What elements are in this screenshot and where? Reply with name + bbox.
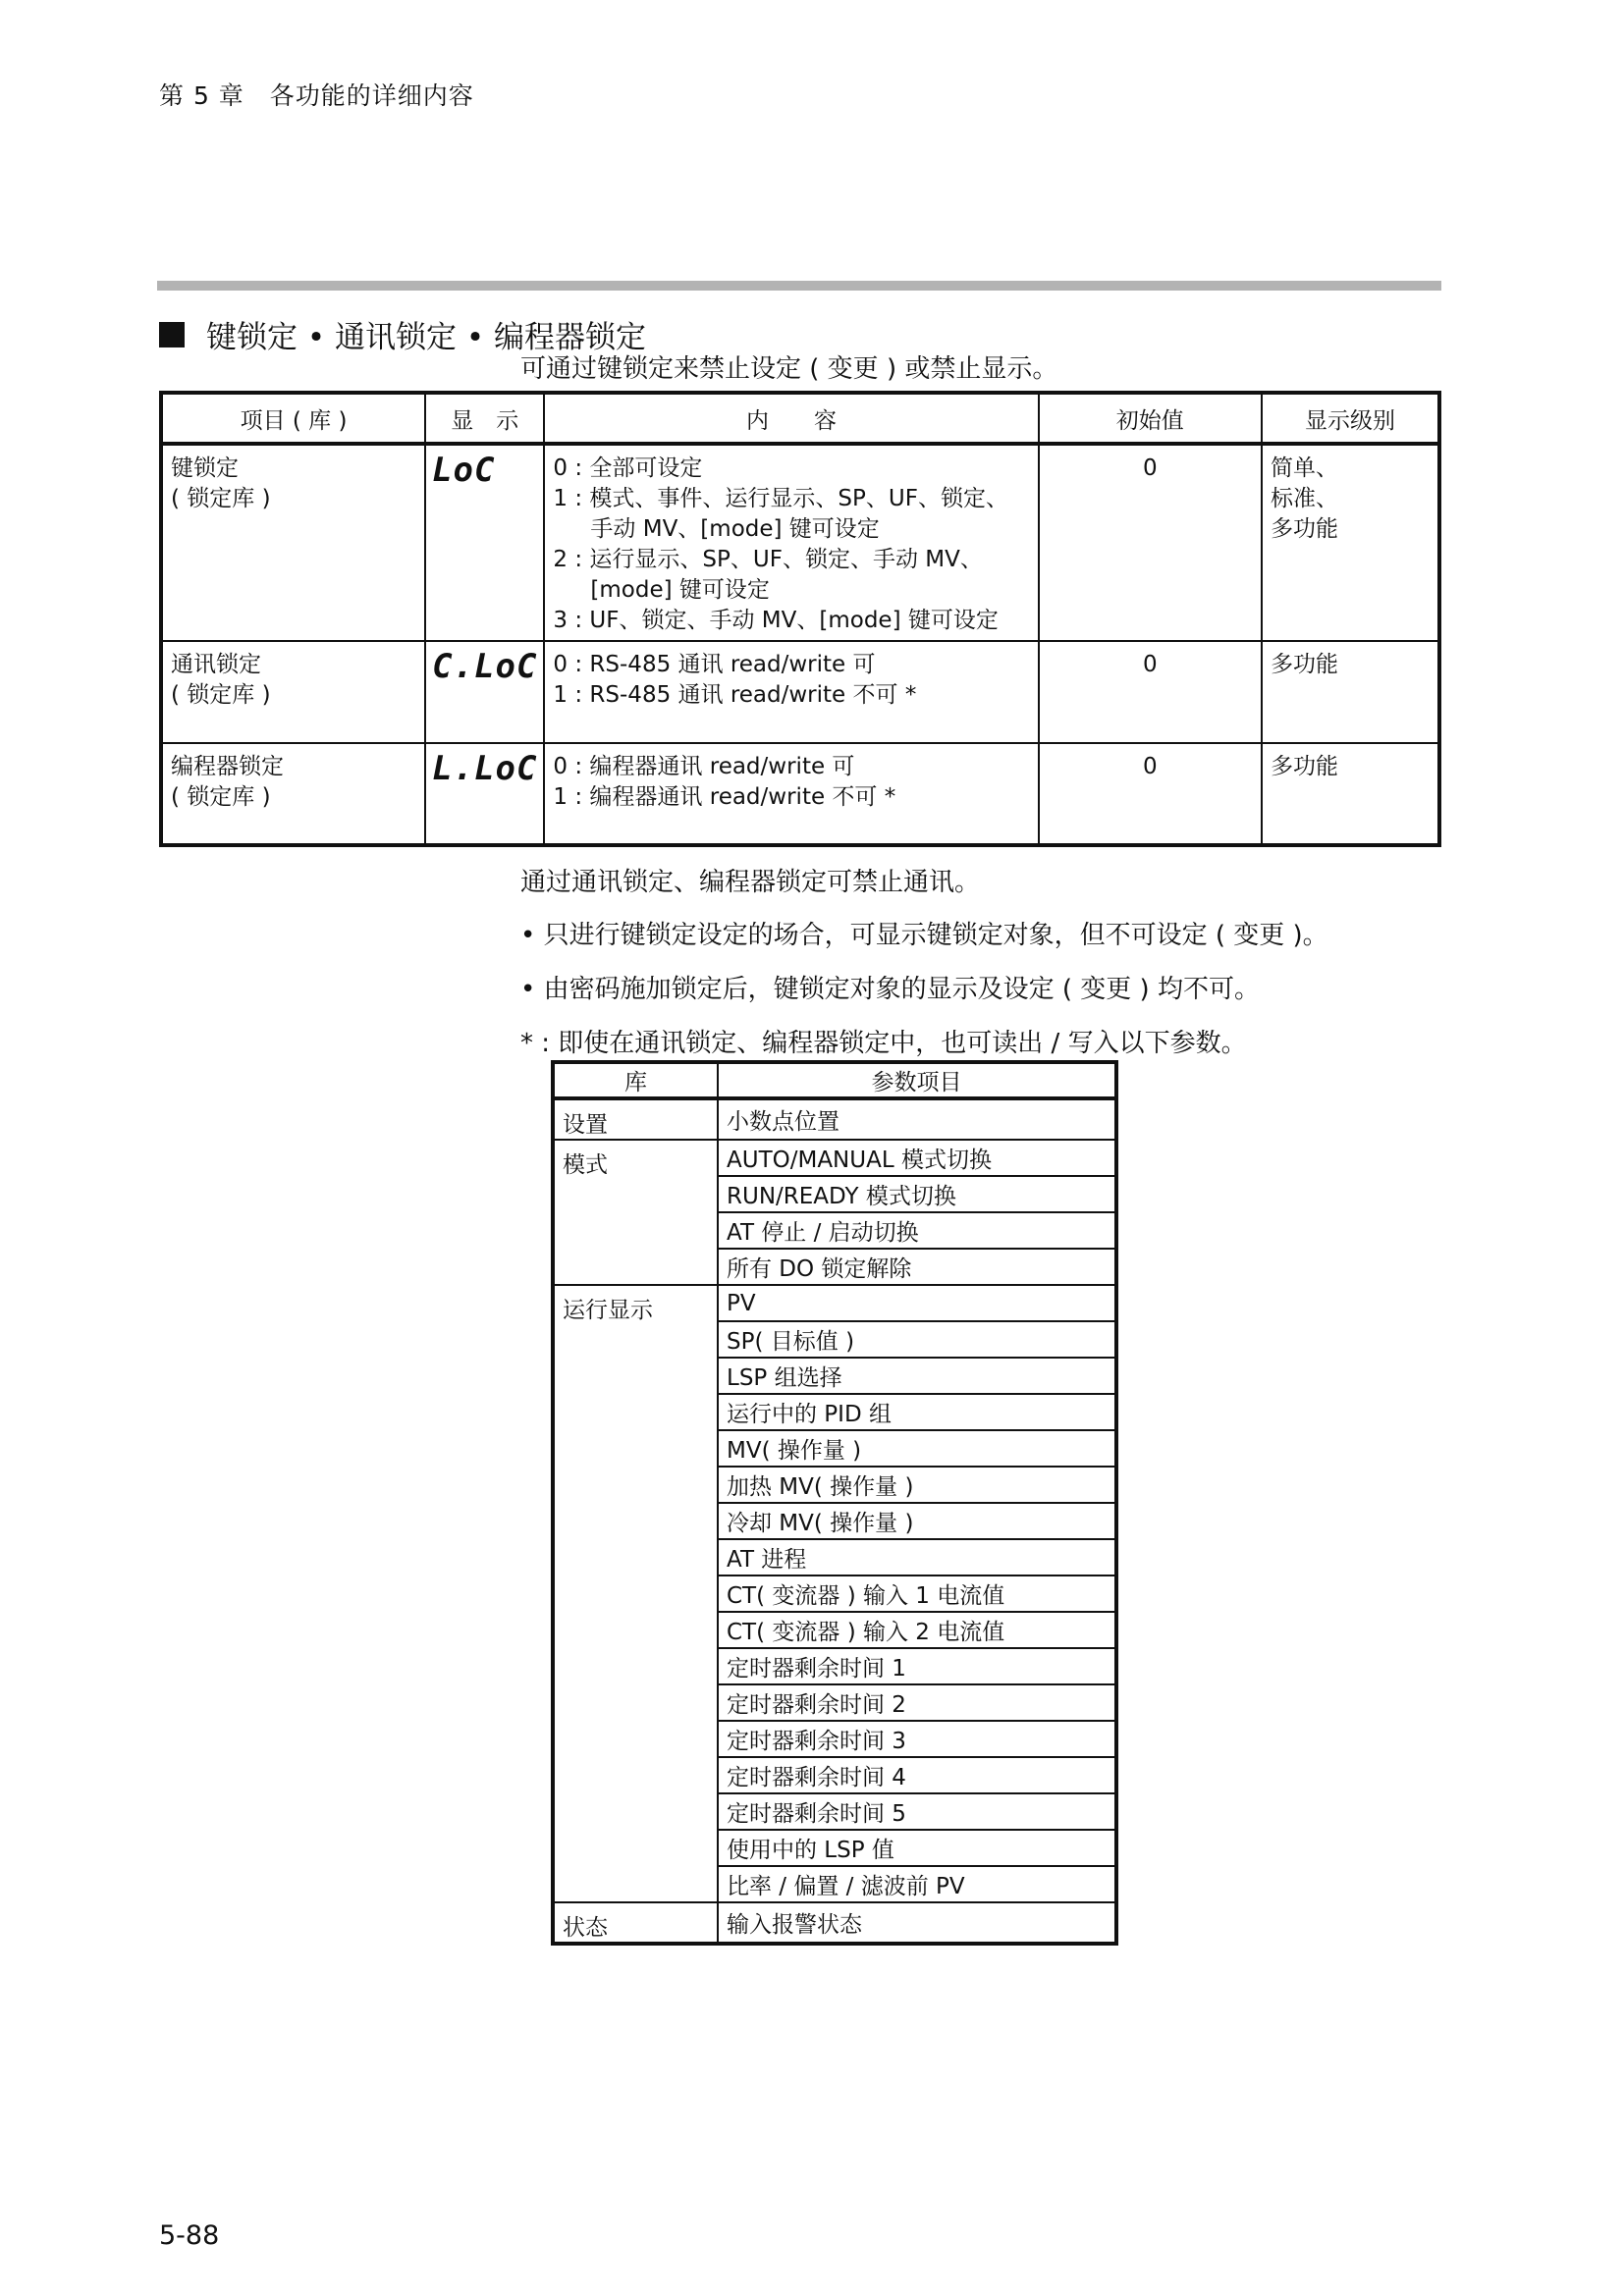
parameter-cell: 定时器剩余时间 3 (718, 1721, 1116, 1757)
table-row (161, 444, 1439, 641)
table-row (553, 1098, 1116, 1140)
header-parameter: 参数项目 (718, 1062, 1116, 1098)
item-name: 编程器锁定 (171, 754, 284, 779)
table-row (161, 743, 1439, 845)
table-header-row (553, 1062, 1116, 1098)
section-intro: 可通过键锁定来禁止设定 ( 变更 ) 或禁止显示。 (520, 354, 1058, 384)
table-header-row (161, 393, 1439, 444)
item-cell (161, 444, 425, 641)
section-title-text: 键锁定 • 通讯锁定 • 编程器锁定 (206, 320, 646, 355)
header-item: 项目 ( 库 ) (161, 393, 425, 444)
item-name: 通讯锁定 (171, 652, 261, 677)
page-number: 5-88 (159, 2220, 220, 2251)
bank-cell: 状态 (553, 1902, 718, 1944)
section-divider (157, 281, 1441, 291)
option-line: 0 : 全部可设定 (553, 455, 703, 481)
parameter-cell: 定时器剩余时间 1 (718, 1648, 1116, 1684)
table-row (553, 1902, 1116, 1944)
display-cell (425, 743, 544, 845)
seven-segment-display: LoC (432, 451, 496, 490)
parameter-cell: SP( 目标值 ) (718, 1321, 1116, 1358)
bank-cell: 运行显示 (553, 1285, 718, 1902)
item-bank: ( 锁定库 ) (171, 682, 271, 708)
item-bank: ( 锁定库 ) (171, 486, 271, 511)
header-bank: 库 (553, 1062, 718, 1098)
option-line: 0 : RS-485 通讯 read/write 可 (553, 652, 876, 677)
note-asterisk: * : 即使在通讯锁定、编程器锁定中，也可读出 / 写入以下参数。 (520, 1029, 1247, 1058)
content-cell (544, 444, 1038, 641)
level-line: 多功能 (1270, 754, 1338, 779)
table-row (161, 641, 1439, 743)
chapter-header: 第 5 章 各功能的详细内容 (159, 81, 474, 110)
note-key-lock-only: • 只进行键锁定设定的场合，可显示键锁定对象，但不可设定 ( 变更 )。 (520, 921, 1328, 950)
note-communication-lock: 通过通讯锁定、编程器锁定可禁止通讯。 (520, 868, 981, 897)
lock-settings-table (159, 391, 1441, 847)
parameter-cell: 定时器剩余时间 5 (718, 1793, 1116, 1830)
parameter-cell: 定时器剩余时间 4 (718, 1757, 1116, 1793)
content-cell (544, 641, 1038, 743)
parameter-cell: MV( 操作量 ) (718, 1430, 1116, 1467)
level-line: 多功能 (1270, 516, 1338, 542)
param-table-body (553, 1098, 1116, 1944)
item-cell (161, 641, 425, 743)
initial-value-cell: 0 (1039, 743, 1262, 845)
content-cell (544, 743, 1038, 845)
parameter-cell: 运行中的 PID 组 (718, 1394, 1116, 1430)
parameter-cell: LSP 组选择 (718, 1358, 1116, 1394)
display-cell (425, 641, 544, 743)
option-line: 1 : 模式、事件、运行显示、SP、UF、锁定、手动 MV、[mode] 键可设定 (553, 486, 1008, 542)
parameter-cell: 冷却 MV( 操作量 ) (718, 1503, 1116, 1539)
level-line: 简单、 (1270, 455, 1338, 481)
option-line: 0 : 编程器通讯 read/write 可 (553, 754, 855, 779)
level-line: 多功能 (1270, 652, 1338, 677)
table-row (553, 1140, 1116, 1176)
display-level-cell (1262, 641, 1439, 743)
note-password-lock: • 由密码施加锁定后，键锁定对象的显示及设定 ( 变更 ) 均不可。 (520, 975, 1260, 1004)
black-square-icon (159, 322, 185, 347)
parameter-cell: 比率 / 偏置 / 滤波前 PV (718, 1866, 1116, 1902)
bank-cell: 设置 (553, 1098, 718, 1140)
parameter-cell: 使用中的 LSP 值 (718, 1830, 1116, 1866)
parameter-cell: PV (718, 1285, 1116, 1321)
parameter-cell: 定时器剩余时间 2 (718, 1684, 1116, 1721)
parameter-cell: AUTO/MANUAL 模式切换 (718, 1140, 1116, 1176)
parameter-cell: 所有 DO 锁定解除 (718, 1249, 1116, 1285)
level-line: 标准、 (1270, 486, 1338, 511)
item-bank: ( 锁定库 ) (171, 784, 271, 810)
bank-cell: 模式 (553, 1140, 718, 1285)
header-initial-value: 初始值 (1039, 393, 1262, 444)
initial-value-cell: 0 (1039, 444, 1262, 641)
parameter-cell: RUN/READY 模式切换 (718, 1176, 1116, 1212)
header-content: 内 容 (544, 393, 1038, 444)
option-line: 3 : UF、锁定、手动 MV、[mode] 键可设定 (553, 608, 999, 633)
option-line: 1 : 编程器通讯 read/write 不可 * (553, 784, 896, 810)
parameter-cell: AT 进程 (718, 1539, 1116, 1575)
option-line: 1 : RS-485 通讯 read/write 不可 * (553, 682, 917, 708)
parameter-cell: CT( 变流器 ) 输入 2 电流值 (718, 1612, 1116, 1648)
parameter-cell: 小数点位置 (718, 1098, 1116, 1140)
parameter-cell: AT 停止 / 启动切换 (718, 1212, 1116, 1249)
display-level-cell (1262, 444, 1439, 641)
display-cell (425, 444, 544, 641)
parameter-cell: 输入报警状态 (718, 1902, 1116, 1944)
seven-segment-display: C.LoC (432, 647, 538, 686)
seven-segment-display: L.LoC (432, 749, 538, 788)
option-line: 2 : 运行显示、SP、UF、锁定、手动 MV、[mode] 键可设定 (553, 547, 983, 603)
readable-parameters-table (551, 1060, 1118, 1946)
table-row (553, 1285, 1116, 1321)
header-display: 显 示 (425, 393, 544, 444)
display-level-cell (1262, 743, 1439, 845)
header-display-level: 显示级别 (1262, 393, 1439, 444)
item-name: 键锁定 (171, 455, 239, 481)
initial-value-cell: 0 (1039, 641, 1262, 743)
parameter-cell: CT( 变流器 ) 输入 1 电流值 (718, 1575, 1116, 1612)
item-cell (161, 743, 425, 845)
parameter-cell: 加热 MV( 操作量 ) (718, 1467, 1116, 1503)
